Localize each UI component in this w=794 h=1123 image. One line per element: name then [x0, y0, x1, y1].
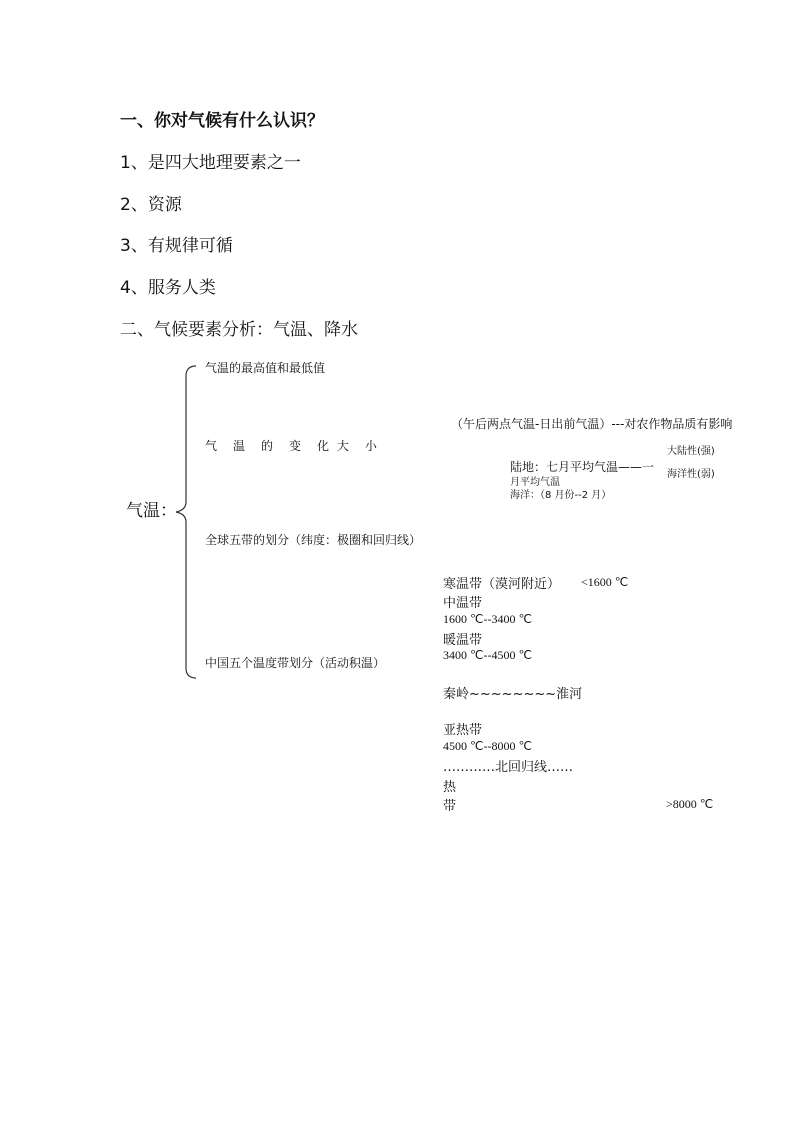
- zone-subtropic: 亚热带: [443, 723, 483, 738]
- zone-subtropic-value: 4500 ℃--8000 ℃: [443, 739, 532, 753]
- zone-mid-value: 1600 ℃--3400 ℃: [443, 612, 532, 626]
- zone-mid: 中温带: [443, 596, 483, 611]
- list-item: 3、有规律可循: [120, 236, 233, 256]
- branch-variation: 气 温 的 变 化 大 小: [205, 439, 379, 453]
- list-item: 4、服务人类: [120, 278, 216, 298]
- land-line2: 月平均气温: [510, 477, 560, 488]
- root-label: 气温：: [126, 501, 177, 521]
- brace-shape: [168, 362, 198, 682]
- zone-warm: 暖温带: [443, 633, 483, 648]
- zone-boundary-qinling: 秦岭~~~~~~~~淮河: [443, 687, 583, 702]
- continental-label: 大陆性(强): [667, 446, 715, 457]
- zone-tropic-value: >8000 ℃: [666, 797, 714, 811]
- branch-extremes: 气温的最高值和最低值: [205, 361, 326, 375]
- section2-title: 二、气候要素分析：气温、降水: [120, 320, 358, 340]
- zone-warm-value: 3400 ℃--4500 ℃: [443, 648, 532, 662]
- branch-china-zones: 中国五个温度带划分（活动积温）: [205, 656, 386, 670]
- zone-boundary-tropic: …………北回归线……: [443, 760, 574, 775]
- list-item: 1、是四大地理要素之一: [120, 153, 301, 173]
- ocean-line: 海洋：（8 月份--2 月）: [510, 490, 612, 501]
- land-line1: 陆地：七月平均气温——一: [510, 460, 655, 474]
- maritime-label: 海洋性(弱): [667, 469, 715, 480]
- variation-formula: （午后两点气温-日出前气温）---对农作物品质有影响: [451, 417, 733, 431]
- branch-world-zones: 全球五带的划分（纬度：极圈和回归线）: [205, 533, 422, 547]
- zone-cold-value: <1600 ℃: [581, 575, 629, 589]
- zone-tropic-2: 带: [443, 799, 457, 814]
- list-item: 2、资源: [120, 195, 182, 215]
- section1-title: 一、你对气候有什么认识？: [120, 111, 324, 131]
- zone-tropic-1: 热: [443, 780, 457, 795]
- zone-cold: 寒温带（漠河附近）: [443, 577, 561, 592]
